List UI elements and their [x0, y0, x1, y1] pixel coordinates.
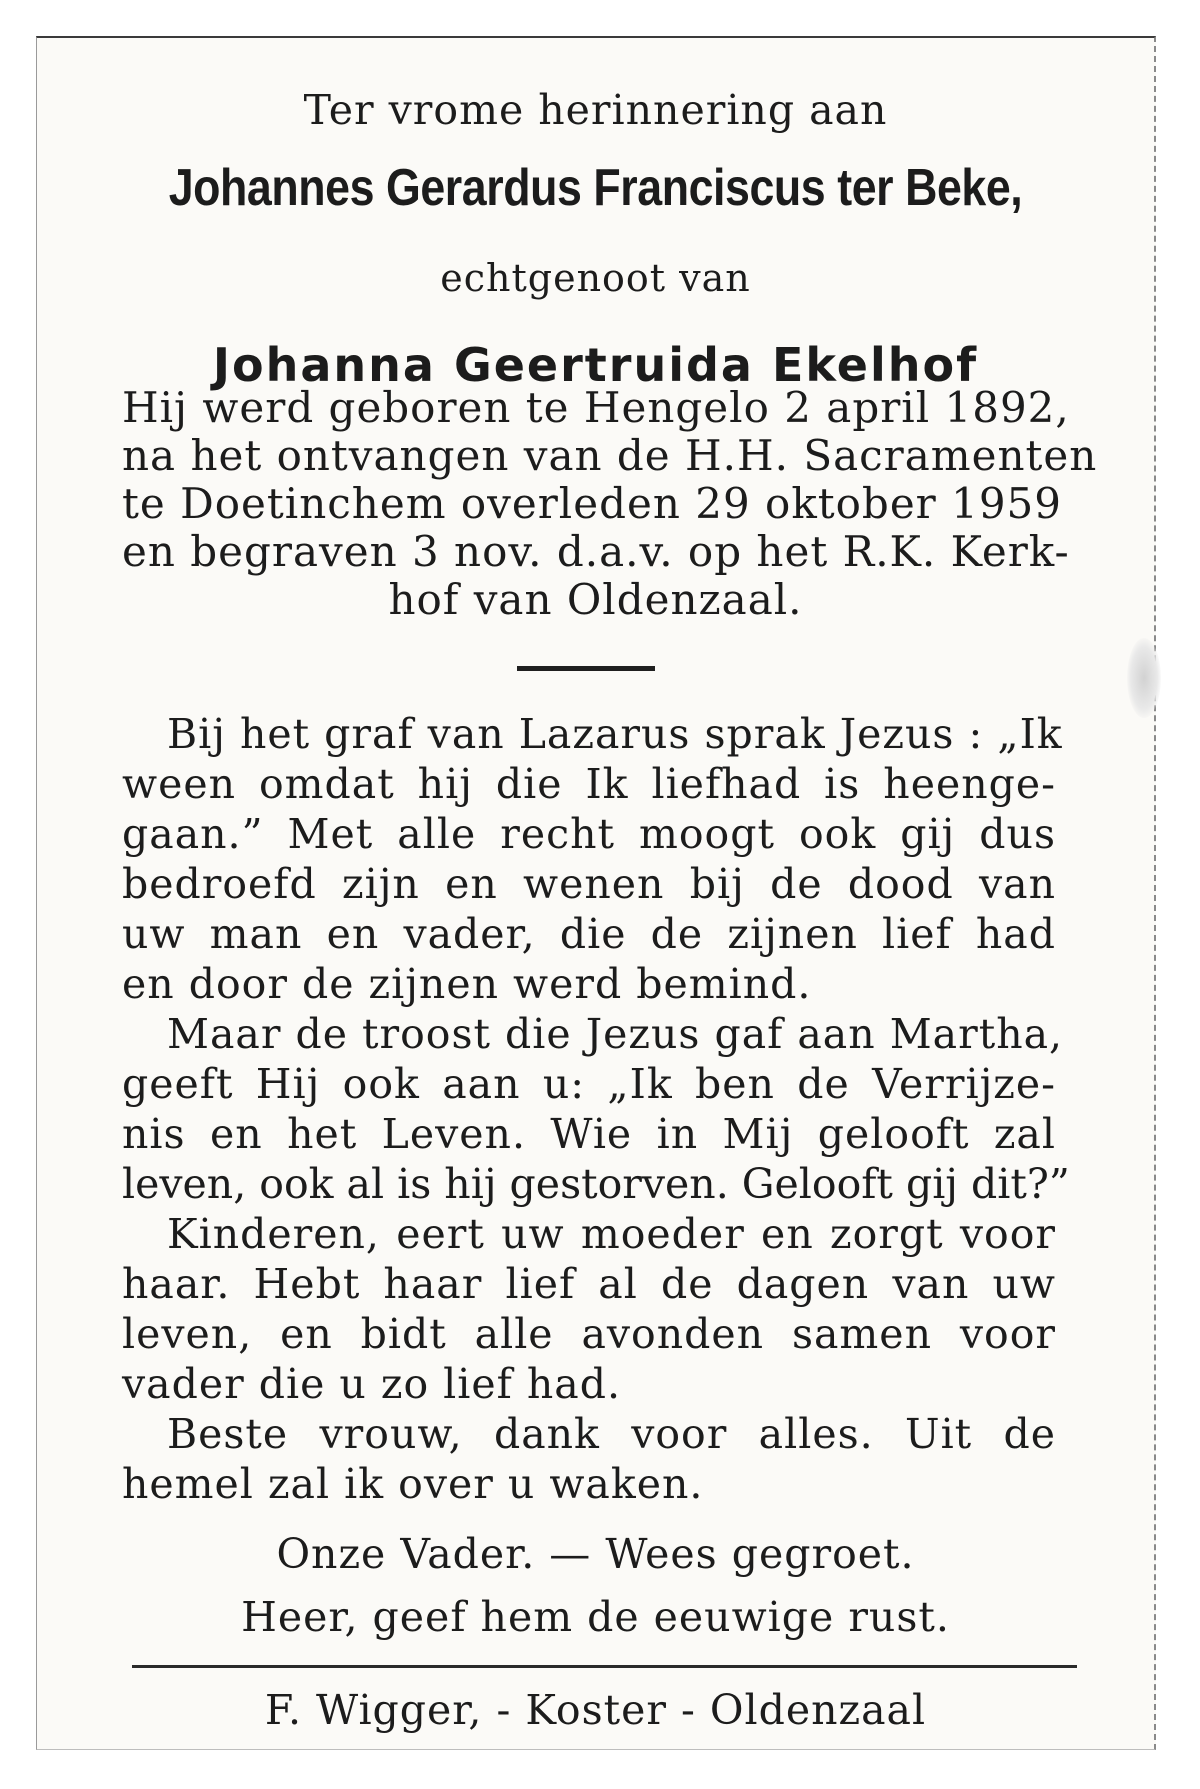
printer-footer: F. Wigger, - Koster - Oldenzaal: [264, 1686, 927, 1734]
text-line: leven, en bidt alle avonden samen voor: [122, 1310, 1056, 1358]
text-line: gaan.” Met alle recht moogt ook gij dus: [122, 810, 1056, 858]
memorial-card: [36, 36, 1156, 1750]
text-line: Maar de troost die Jezus gaf aan Martha,: [167, 1010, 1064, 1058]
text-line: uw man en vader, die de zijnen lief had: [122, 910, 1056, 958]
bio-line: te Doetinchem overleden 29 oktober 1959: [122, 479, 1062, 528]
text-line: Kinderen, eert uw moeder en zorgt voor: [167, 1210, 1056, 1258]
deceased-name: Johannes Gerardus Franciscus ter Beke,: [168, 159, 1023, 217]
short-divider: [517, 666, 655, 671]
text-line: hemel zal ik over u waken.: [122, 1460, 704, 1508]
text-line: geeft Hij ook aan u: „Ik ben de Verrijze-: [122, 1060, 1056, 1108]
intro-text: Ter vrome herinnering aan: [303, 86, 888, 134]
text-line: en door de zijnen werd bemind.: [122, 960, 812, 1008]
spouse-intro-text: echtgenoot van: [440, 256, 751, 300]
text-line: ween omdat hij die Ik liefhad is heenge-: [122, 760, 1056, 808]
prayer-line: Onze Vader. — Wees gegroet.: [276, 1530, 915, 1578]
bio-line: hof van Oldenzaal.: [388, 575, 803, 624]
text-line: Beste vrouw, dank voor alles. Uit de: [167, 1410, 1056, 1458]
spouse-name: Johanna Geertruida Ekelhof: [212, 338, 979, 392]
bio-line: na het ontvangen van de H.H. Sacramenten: [122, 431, 1098, 480]
text-line: bedroefd zijn en wenen bij de dood van: [122, 860, 1056, 908]
prayer-line: Heer, geef hem de eeuwige rust.: [241, 1593, 950, 1641]
text-line: haar. Hebt haar lief al de dagen van uw: [122, 1260, 1056, 1308]
bio-line: en begraven 3 nov. d.a.v. op het R.K. Kerk-: [122, 527, 1070, 576]
text-line: vader die u zo lief had.: [122, 1360, 621, 1408]
footer-divider: [132, 1665, 1077, 1668]
text-line: leven, ook al is hij gestorven. Gelooft gij dit?”: [122, 1160, 1070, 1208]
bio-line: Hij werd geboren te Hengelo 2 april 1892,: [122, 383, 1070, 432]
paper-smudge: [1127, 638, 1161, 718]
text-line: nis en het Leven. Wie in Mij gelooft zal: [122, 1110, 1056, 1158]
text-line: Bij het graf van Lazarus sprak Jezus : „Ik: [167, 710, 1063, 758]
